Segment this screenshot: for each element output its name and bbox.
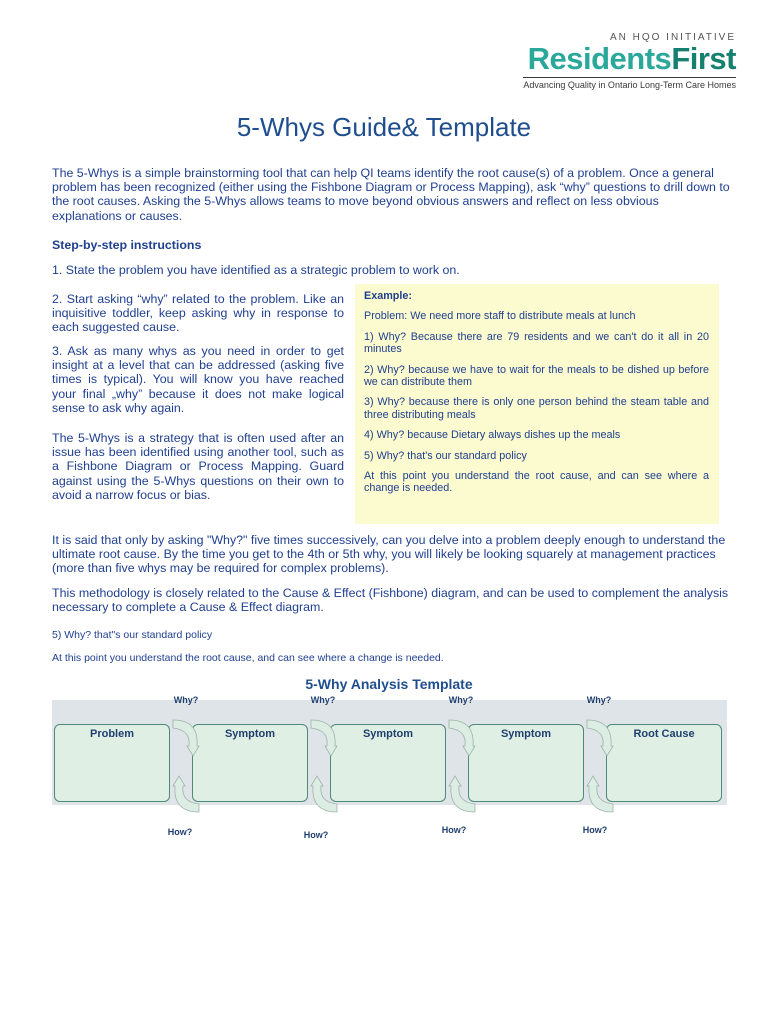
why-how-arrow-3 [445,706,479,826]
page-title: 5-Whys Guide& Template [236,112,532,142]
problem-box-label: Problem [89,728,134,740]
logo-brand-part2: First [671,41,736,76]
root-cause-box [606,724,722,802]
symptom-box-3 [468,724,584,802]
why-label-3: Why? [448,695,474,705]
logo-tagline: AN HQO INITIATIVE [609,32,736,43]
symptom-box-1-label: Symptom [224,728,276,740]
logo-brand-part1: Residents [527,41,672,76]
root-cause-box-label: Root Cause [633,728,695,740]
residentsfirst-logo [523,32,736,90]
symptom-box-1 [192,724,308,802]
how-label-1: How? [167,827,193,837]
why-how-arrow-2 [307,706,341,826]
example-conclusion: At this point you understand the root cause, and can see where a change is needed. [364,470,709,495]
example-problem: Problem: We need more staff to distribute meals at lunch [364,310,636,323]
repeat-why-5: 5) Why? that"s our standard policy [52,629,213,641]
example-why-4: 4) Why? because Dietary always dishes up the meals [364,429,621,442]
example-heading: Example: [364,290,413,302]
how-label-4: How? [582,825,608,835]
step-2: 2. Start asking “why” related to the problem. Like an inquisitive toddler, keep asking why in response to each suggested cause. [52,292,344,335]
repeat-conclusion: At this point you understand the root cause, and can see where a change is needed. [52,652,444,664]
strategy-paragraph: The 5-Whys is a strategy that is often used after an issue has been identified using another tool, such as a Fishbone Diagram or Process Mapping. Guard against using the 5-Whys questions on their own to avoid a narrow focus or bias. [52,431,344,502]
why-how-arrow-4 [583,706,617,826]
why-label-4: Why? [586,695,612,705]
problem-box [54,724,170,802]
how-label-2: How? [303,830,329,840]
example-box [355,284,719,524]
logo-brand [523,43,736,75]
step-3: 3. Ask as many whys as you need in order to get insight at a level that can be addressed (asking five times is typical). You will know you have reached your final „why” because it does not make logical sense to ask why again. [52,344,344,415]
instructions-heading: Step-by-step instructions [52,238,202,252]
root-cause-paragraph: It is said that only by asking "Why?" five times successively, can you delve into a problem deeply enough to understand the ultimate root cause. By the time you get to the 4th or 5th why, you will likely be looking squarely at management practices (more than five whys may be required for complex problems). [52,533,726,576]
symptom-box-2-label: Symptom [362,728,414,740]
why-label-1: Why? [173,695,199,705]
why-label-2: Why? [310,695,336,705]
symptom-box-2 [330,724,446,802]
step-1: 1. State the problem you have identified as a strategic problem to work on. [52,263,460,277]
how-label-3: How? [441,825,467,835]
symptom-box-3-label: Symptom [500,728,552,740]
why-how-arrow-1 [169,706,203,826]
methodology-paragraph: This methodology is closely related to the Cause & Effect (Fishbone) diagram, and can be used to complement the analysis necessary to complete a Cause & Effect diagram. [52,586,729,615]
logo-subtitle: Advancing Quality in Ontario Long-Term Care Homes [523,77,736,90]
example-why-5: 5) Why? that's our standard policy [364,449,527,462]
example-why-2: 2) Why? because we have to wait for the meals to be dished up before we can distribute them [364,363,709,389]
example-why-3: 3) Why? because there is only one person behind the steam table and three distributing meals [364,396,709,421]
template-title: 5-Why Analysis Template [305,676,473,692]
example-why-1: 1) Why? Because there are 79 residents and we can't do it all in 20 minutes [364,330,709,356]
intro-paragraph: The 5-Whys is a simple brainstorming tool that can help QI teams identify the root cause(s) of a problem. Once a general problem has been recognized (either using the Fishbone Diagram or Process Mapping), ask “why” questions to drill down to the root causes. Asking the 5-Whys allows teams to move beyond obvious answers and reflect on less obvious explanations or causes. [52,166,730,223]
